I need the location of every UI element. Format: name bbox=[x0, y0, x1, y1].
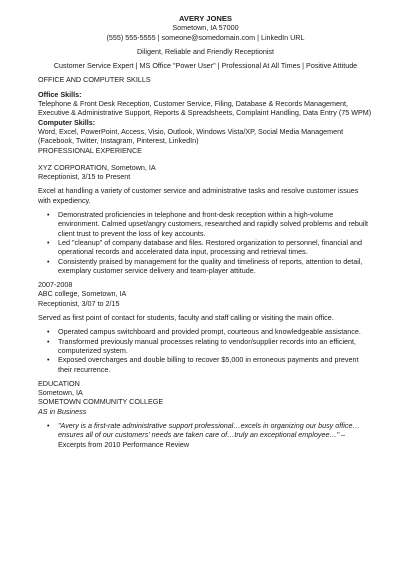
list-item: • Consistently praised by management for the quality and timeliness of reports, attention to detail, exemplary customer service delivery and team-player attitude. bbox=[58, 257, 373, 276]
education-section-title: EDUCATION bbox=[38, 378, 80, 388]
job2-summary: Served as first point of contact for students, faculty and staff calling or visiting the main office. bbox=[38, 313, 334, 323]
education-degree: AS in Business bbox=[38, 406, 87, 416]
testimonial-quote: "Avery is a first-rate administrative support professional…excels in organizing our busy office… ensures all of our customers' needs are taken care of…truly an exceptional employee…" bbox=[58, 420, 360, 440]
computer-skills-text: Word, Excel, PowerPoint, Access, Visio, Outlook, Windows Vista/XP, Social Media Management (Facebook, Twitter, Instagram, Pinterest, LinkedIn) bbox=[38, 126, 344, 146]
skills-section-title: OFFICE AND COMPUTER SKILLS bbox=[38, 75, 151, 85]
list-item: • Demonstrated proficiencies in telephone and front-desk reception within a high-volume environment. Calmed upset/angry customers, researched and rapidly solved problems and rebuilt client trust to prevent the loss of key accounts. bbox=[58, 210, 373, 238]
job2-role: Receptionist, 3/07 to 2/15 bbox=[38, 298, 120, 308]
education-school: SOMETOWN COMMUNITY COLLEGE bbox=[38, 397, 164, 407]
job1-company: XYZ CORPORATION, Sometown, IA bbox=[38, 162, 156, 172]
job2-company: ABC college, Sometown, IA bbox=[38, 289, 127, 299]
candidate-location: Sometown, IA 57000 bbox=[172, 23, 239, 33]
list-item: • Operated campus switchboard and provided prompt, courteous and knowledgeable assistance. bbox=[58, 327, 373, 336]
contact-line: (555) 555-5555 | someone@somedomain.com | LinkedIn URL bbox=[106, 32, 305, 42]
experience-section-title: PROFESSIONAL EXPERIENCE bbox=[38, 145, 142, 155]
candidate-name: AVERY JONES bbox=[178, 14, 233, 23]
list-item: • Led "cleanup" of company database and files. Restored organization to personnel, financial and operational records and accelerated data input, processing and retrieval times. bbox=[58, 238, 373, 257]
office-skills-title: Office Skills: bbox=[38, 89, 82, 99]
tagline: Diligent, Reliable and Friendly Receptionist bbox=[136, 46, 275, 56]
keywords-line: Customer Service Expert | MS Office "Power User" | Professional At All Times | Positive Attitude bbox=[53, 61, 358, 71]
job2-bullets bbox=[38, 327, 373, 373]
testimonial-item bbox=[58, 421, 373, 449]
office-skills-text: Telephone & Front Desk Reception, Customer Service, Filing, Database & Records Management, Executive & Administrative Support, Reports & Spreadsheets, Complaint Handling, Data Entry (75 WPM) bbox=[38, 99, 372, 118]
job1-role: Receptionist, 3/15 to Present bbox=[38, 172, 131, 182]
education-location: Sometown, IA bbox=[38, 388, 83, 398]
list-item: • Transformed previously manual processes relating to vendor/supplier records into an efficient, computerized system. bbox=[58, 337, 373, 356]
list-item: • Exposed overcharges and double billing to recover $5,000 in erroneous payments and prevent their recurrence. bbox=[58, 355, 373, 374]
job2-years: 2007-2008 bbox=[38, 280, 73, 290]
testimonial-list bbox=[38, 421, 373, 449]
testimonial-attribution: – Excerpts from 2010 Performance Review bbox=[58, 430, 346, 449]
computer-skills-title: Computer Skills: bbox=[38, 117, 96, 127]
job1-summary: Excel at handling a variety of customer service and administrative tasks and resolve customer issues with expediency. bbox=[38, 186, 359, 205]
job1-bullets bbox=[38, 210, 373, 275]
